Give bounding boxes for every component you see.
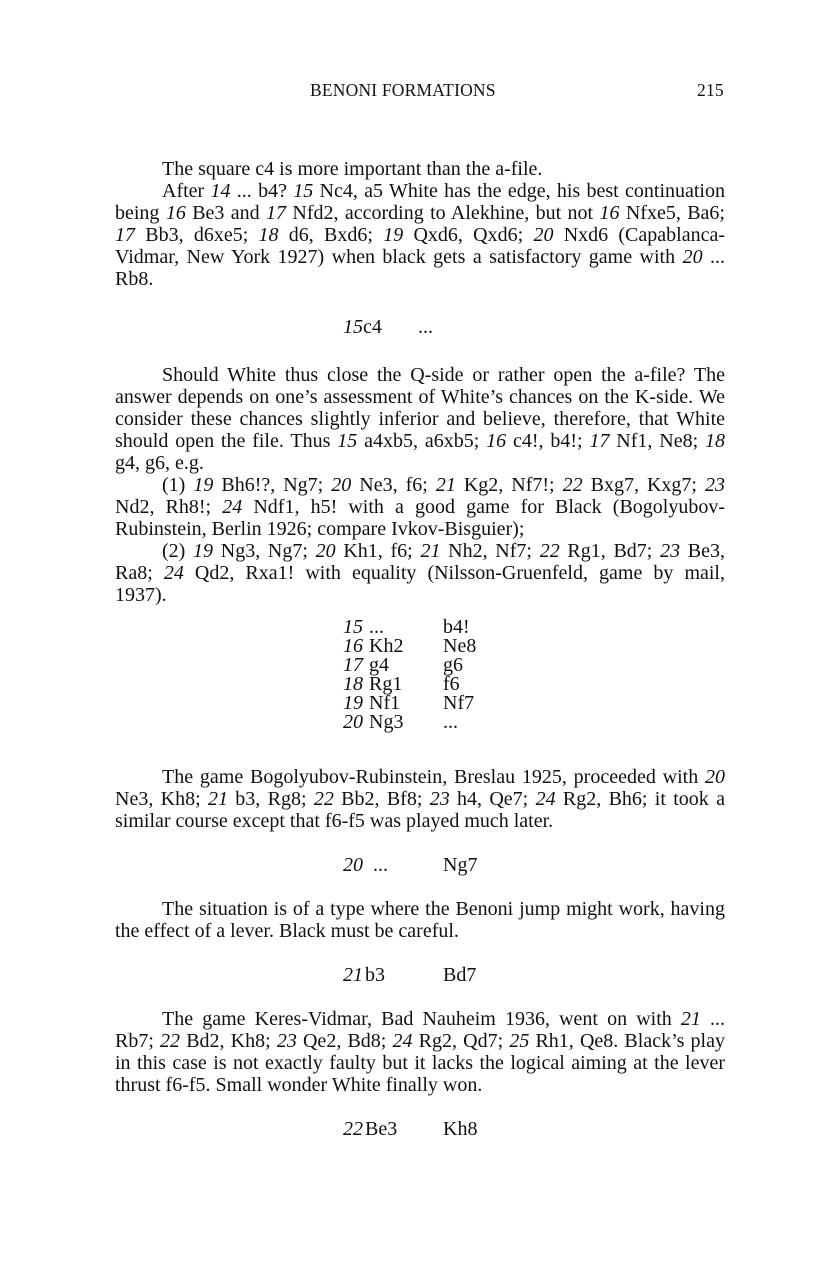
move-number: 24 bbox=[163, 562, 184, 584]
move-number: 17 bbox=[343, 654, 363, 676]
white-move: Be3 bbox=[365, 1118, 398, 1140]
white-move: Nf1 bbox=[369, 692, 401, 714]
text-run: Rg1, Bd7; bbox=[559, 540, 661, 562]
text-run: d6, Bxd6; bbox=[278, 224, 384, 246]
text-run: Nxd6 (Capablanca-Vidmar, New York 1927) when black gets a satisfactory game with bbox=[115, 224, 725, 268]
text-run: b3, Rg8; bbox=[227, 788, 314, 810]
move-number: 16 bbox=[165, 202, 186, 224]
black-move: Bd7 bbox=[443, 964, 477, 986]
move-number: 20 bbox=[331, 474, 352, 496]
paragraph-7: The situation is of a type where the Benoni jump might work, having the effect of a lever. Black must be careful. bbox=[115, 898, 725, 942]
black-move: f6 bbox=[443, 673, 460, 695]
text-run: (1) bbox=[162, 474, 194, 496]
text-run: Kg2, Nf7!; bbox=[455, 474, 563, 496]
move-table bbox=[343, 618, 543, 732]
move-number: 22 bbox=[313, 788, 334, 810]
move-number: 15 bbox=[343, 316, 363, 338]
text-run: Bh6!?, Ng7; bbox=[213, 474, 332, 496]
text-run: The game Keres-Vidmar, Bad Nauheim 1936, went on with bbox=[162, 1008, 681, 1030]
text-run: Rg2, Qd7; bbox=[412, 1030, 510, 1052]
text-run: Nfxe5, Ba6; bbox=[619, 202, 725, 224]
text-run: g4, g6, e.g. bbox=[115, 452, 204, 474]
paragraph-6 bbox=[115, 766, 725, 832]
white-move: c4 bbox=[363, 316, 382, 338]
move-number: 17 bbox=[589, 430, 610, 452]
text-run: Bb3, d6xe5; bbox=[135, 224, 259, 246]
move-line-22 bbox=[343, 1118, 563, 1140]
move-number: 23 bbox=[705, 474, 725, 496]
text-run: Ng3, Ng7; bbox=[213, 540, 316, 562]
page-number: 215 bbox=[697, 80, 724, 100]
move-number: 21 bbox=[680, 1008, 701, 1030]
text-run: Qe2, Bd8; bbox=[296, 1030, 393, 1052]
move-number: 18 bbox=[705, 430, 726, 452]
move-line-15 bbox=[343, 316, 563, 338]
text-run: Rh1, Qe8. Black’s play in this case is not exactly faulty but it lacks the logical aiming at the lever thrust f6-f5. Small wonder White finally won. bbox=[115, 1030, 725, 1096]
move-number: 16 bbox=[343, 635, 363, 657]
text-run: Qxd6, Qxd6; bbox=[403, 224, 534, 246]
white-move: ... bbox=[369, 616, 384, 638]
text-run: ... Rb7; bbox=[115, 1008, 725, 1052]
move-number: 20 bbox=[315, 540, 336, 562]
move-number: 25 bbox=[509, 1030, 530, 1052]
white-move: b3 bbox=[365, 964, 385, 986]
text-run: (2) bbox=[162, 540, 194, 562]
move-number: 17 bbox=[266, 202, 287, 224]
black-move: Ne8 bbox=[443, 635, 477, 657]
text-run: Ndf1, h5! with a good game for Black (Bogolyubov-Rubinstein, Berlin 1926; compare Ivkov-Bisguier); bbox=[115, 496, 726, 540]
text-run: After bbox=[162, 180, 211, 202]
text-run: Ne3, f6; bbox=[351, 474, 436, 496]
running-header bbox=[0, 80, 838, 106]
move-number: 15 bbox=[337, 430, 358, 452]
paragraph-1: The square c4 is more important than the a-file. bbox=[162, 158, 543, 180]
move-line-21 bbox=[343, 964, 563, 986]
move-number: 14 bbox=[210, 180, 231, 202]
text-run: The game Bogolyubov-Rubinstein, Breslau 1925, proceeded with bbox=[162, 766, 705, 788]
text-run: Ne3, Kh8; bbox=[115, 788, 208, 810]
move-number: 16 bbox=[486, 430, 507, 452]
move-number: 21 bbox=[207, 788, 228, 810]
black-move: Ng7 bbox=[443, 854, 478, 876]
move-number: 20 bbox=[343, 711, 363, 733]
text-run: ... Rb8. bbox=[115, 246, 726, 290]
move-number: 15 bbox=[293, 180, 314, 202]
text-run: Nh2, Nf7; bbox=[440, 540, 540, 562]
move-number: 19 bbox=[343, 692, 363, 714]
move-number: 20 bbox=[705, 766, 725, 788]
move-number: 20 bbox=[682, 246, 703, 268]
move-number: 15 bbox=[343, 616, 363, 638]
text-run: Nf1, Ne8; bbox=[609, 430, 706, 452]
black-move: ... bbox=[443, 711, 458, 733]
white-move: Kh2 bbox=[369, 635, 404, 657]
white-move: Ng3 bbox=[369, 711, 404, 733]
move-number: 21 bbox=[420, 540, 441, 562]
move-number: 18 bbox=[343, 673, 363, 695]
move-number: 20 bbox=[533, 224, 554, 246]
text-run: Nd2, Rh8!; bbox=[115, 496, 223, 518]
white-move: ... bbox=[373, 854, 388, 876]
move-number: 22 bbox=[562, 474, 583, 496]
move-number: 24 bbox=[535, 788, 556, 810]
move-number: 24 bbox=[392, 1030, 413, 1052]
black-move: g6 bbox=[443, 654, 463, 676]
move-number: 16 bbox=[599, 202, 620, 224]
move-number: 23 bbox=[276, 1030, 297, 1052]
black-move: Kh8 bbox=[443, 1118, 478, 1140]
text-run: ... b4? bbox=[230, 180, 294, 202]
text-run: Rg2, Bh6; it took a similar course except that f6-f5 was played much later. bbox=[115, 788, 725, 832]
paragraph-5 bbox=[115, 540, 725, 606]
move-number: 24 bbox=[222, 496, 243, 518]
move-row bbox=[343, 713, 543, 732]
text-run: Kh1, f6; bbox=[335, 540, 421, 562]
black-move: Nf7 bbox=[443, 692, 475, 714]
text-run: Be3 and bbox=[185, 202, 267, 224]
text-run: Be3, Ra8; bbox=[115, 540, 725, 584]
move-number: 21 bbox=[435, 474, 456, 496]
text-run: h4, Qe7; bbox=[449, 788, 536, 810]
text-run: a4xb5, a6xb5; bbox=[357, 430, 487, 452]
move-number: 18 bbox=[258, 224, 279, 246]
move-line-20 bbox=[343, 854, 563, 876]
text-run: Qd2, Rxa1! with equality (Nilsson-Gruenfeld, game by mail, 1937). bbox=[115, 562, 725, 606]
text-run: Nc4, a5 White has the edge, his best continuation being bbox=[115, 180, 725, 224]
move-number: 21 bbox=[343, 964, 363, 986]
text-run: Bd2, Kh8; bbox=[180, 1030, 277, 1052]
black-move: ... bbox=[418, 316, 433, 338]
text-run: c4!, b4!; bbox=[506, 430, 590, 452]
move-number: 22 bbox=[343, 1118, 363, 1140]
paragraph-8 bbox=[115, 1008, 725, 1096]
white-move: Rg1 bbox=[369, 673, 403, 695]
black-move: b4! bbox=[443, 616, 470, 638]
move-number: 23 bbox=[660, 540, 681, 562]
move-number: 23 bbox=[429, 788, 450, 810]
move-number: 19 bbox=[193, 540, 214, 562]
move-number: 22 bbox=[539, 540, 560, 562]
move-number: 20 bbox=[343, 854, 363, 876]
paragraph-2 bbox=[115, 180, 725, 290]
text-run: Nfd2, according to Alekhine, but not bbox=[286, 202, 600, 224]
move-number: 19 bbox=[193, 474, 214, 496]
move-number: 19 bbox=[383, 224, 404, 246]
move-number: 22 bbox=[160, 1030, 181, 1052]
text-run: Should White thus close the Q-side or rather open the a-file? The answer depends on one’s assessment of White’s chances on the K-side. We consider these chances slightly inferior and believe, therefore, that White should open the file. Thus bbox=[115, 364, 725, 452]
move-number: 17 bbox=[115, 224, 135, 246]
paragraph-4 bbox=[115, 474, 725, 540]
text-run: Bb2, Bf8; bbox=[333, 788, 430, 810]
white-move: g4 bbox=[369, 654, 389, 676]
chapter-title: BENONI FORMATIONS bbox=[310, 80, 496, 100]
text-run: Bxg7, Kxg7; bbox=[582, 474, 705, 496]
paragraph-3 bbox=[115, 364, 725, 474]
